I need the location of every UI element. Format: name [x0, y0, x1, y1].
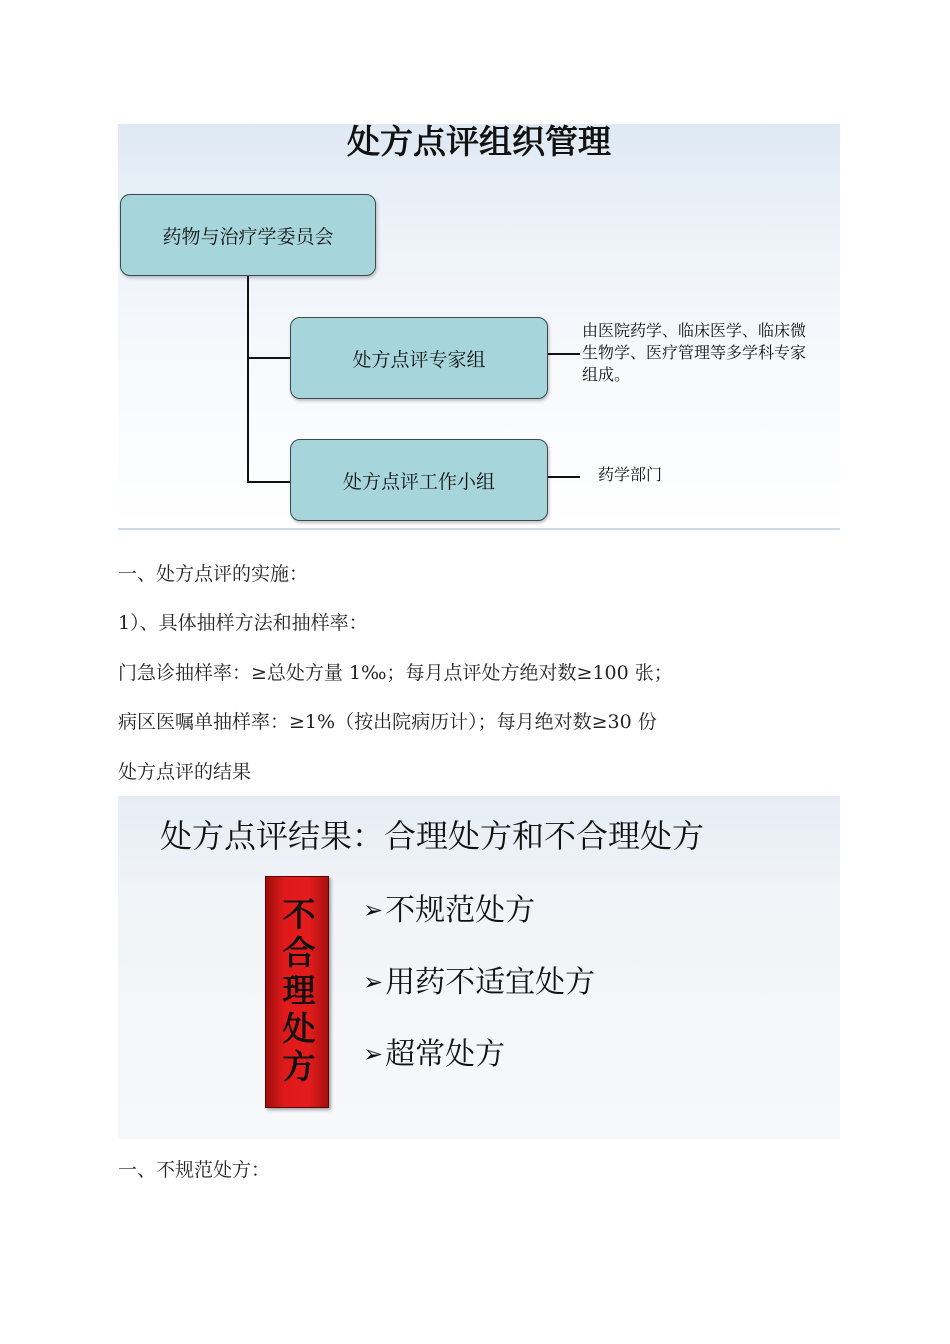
connector-expert [247, 357, 290, 359]
expert-group-note: 由医院药学、临床医学、临床微生物学、医疗管理等多学科专家组成。 [582, 321, 807, 384]
bullet-text: 不规范处方 [385, 893, 536, 928]
bullet-item [363, 1036, 505, 1073]
review-results-heading: 处方点评的结果 [118, 761, 252, 783]
expert-group-box: 处方点评专家组 [290, 317, 548, 399]
connector-team-note [546, 476, 580, 478]
ward-sampling-rate: 病区医嘱单抽样率：≥1%（按出院病历计）；每月绝对数≥30 份 [118, 711, 657, 733]
outpatient-sampling-rate: 门急诊抽样率：≥总处方量 1‰；每月点评处方绝对数≥100 张； [118, 662, 673, 684]
connector-team [247, 481, 290, 483]
org-management-slide [118, 124, 840, 530]
work-team-box: 处方点评工作小组 [290, 439, 548, 521]
irrational-prescription-text: 不合理处方 [277, 897, 317, 1087]
connector-vertical [247, 274, 249, 482]
bullet-item [363, 892, 535, 929]
irrational-prescription-label [265, 876, 329, 1108]
section-heading-nonstandard: 一、不规范处方： [118, 1159, 271, 1181]
slide-title: 处方点评结果：合理处方和不合理处方 [160, 817, 705, 855]
bullet-item [363, 964, 595, 1001]
bullet-text: 用药不适宜处方 [385, 965, 596, 1000]
connector-expert-note [546, 353, 580, 355]
slide-title: 处方点评组织管理 [347, 124, 611, 161]
sampling-method-heading: 1）、具体抽样方法和抽样率： [118, 612, 368, 634]
bullet-text: 超常处方 [385, 1037, 506, 1072]
review-results-slide [118, 796, 840, 1139]
arrow-bullet-icon: ➢ [363, 968, 384, 996]
work-team-note: 药学部门 [598, 465, 663, 484]
arrow-bullet-icon: ➢ [363, 1040, 384, 1068]
committee-box: 药物与治疗学委员会 [120, 194, 376, 276]
section-heading-implementation: 一、处方点评的实施： [118, 563, 309, 585]
arrow-bullet-icon: ➢ [363, 896, 384, 924]
